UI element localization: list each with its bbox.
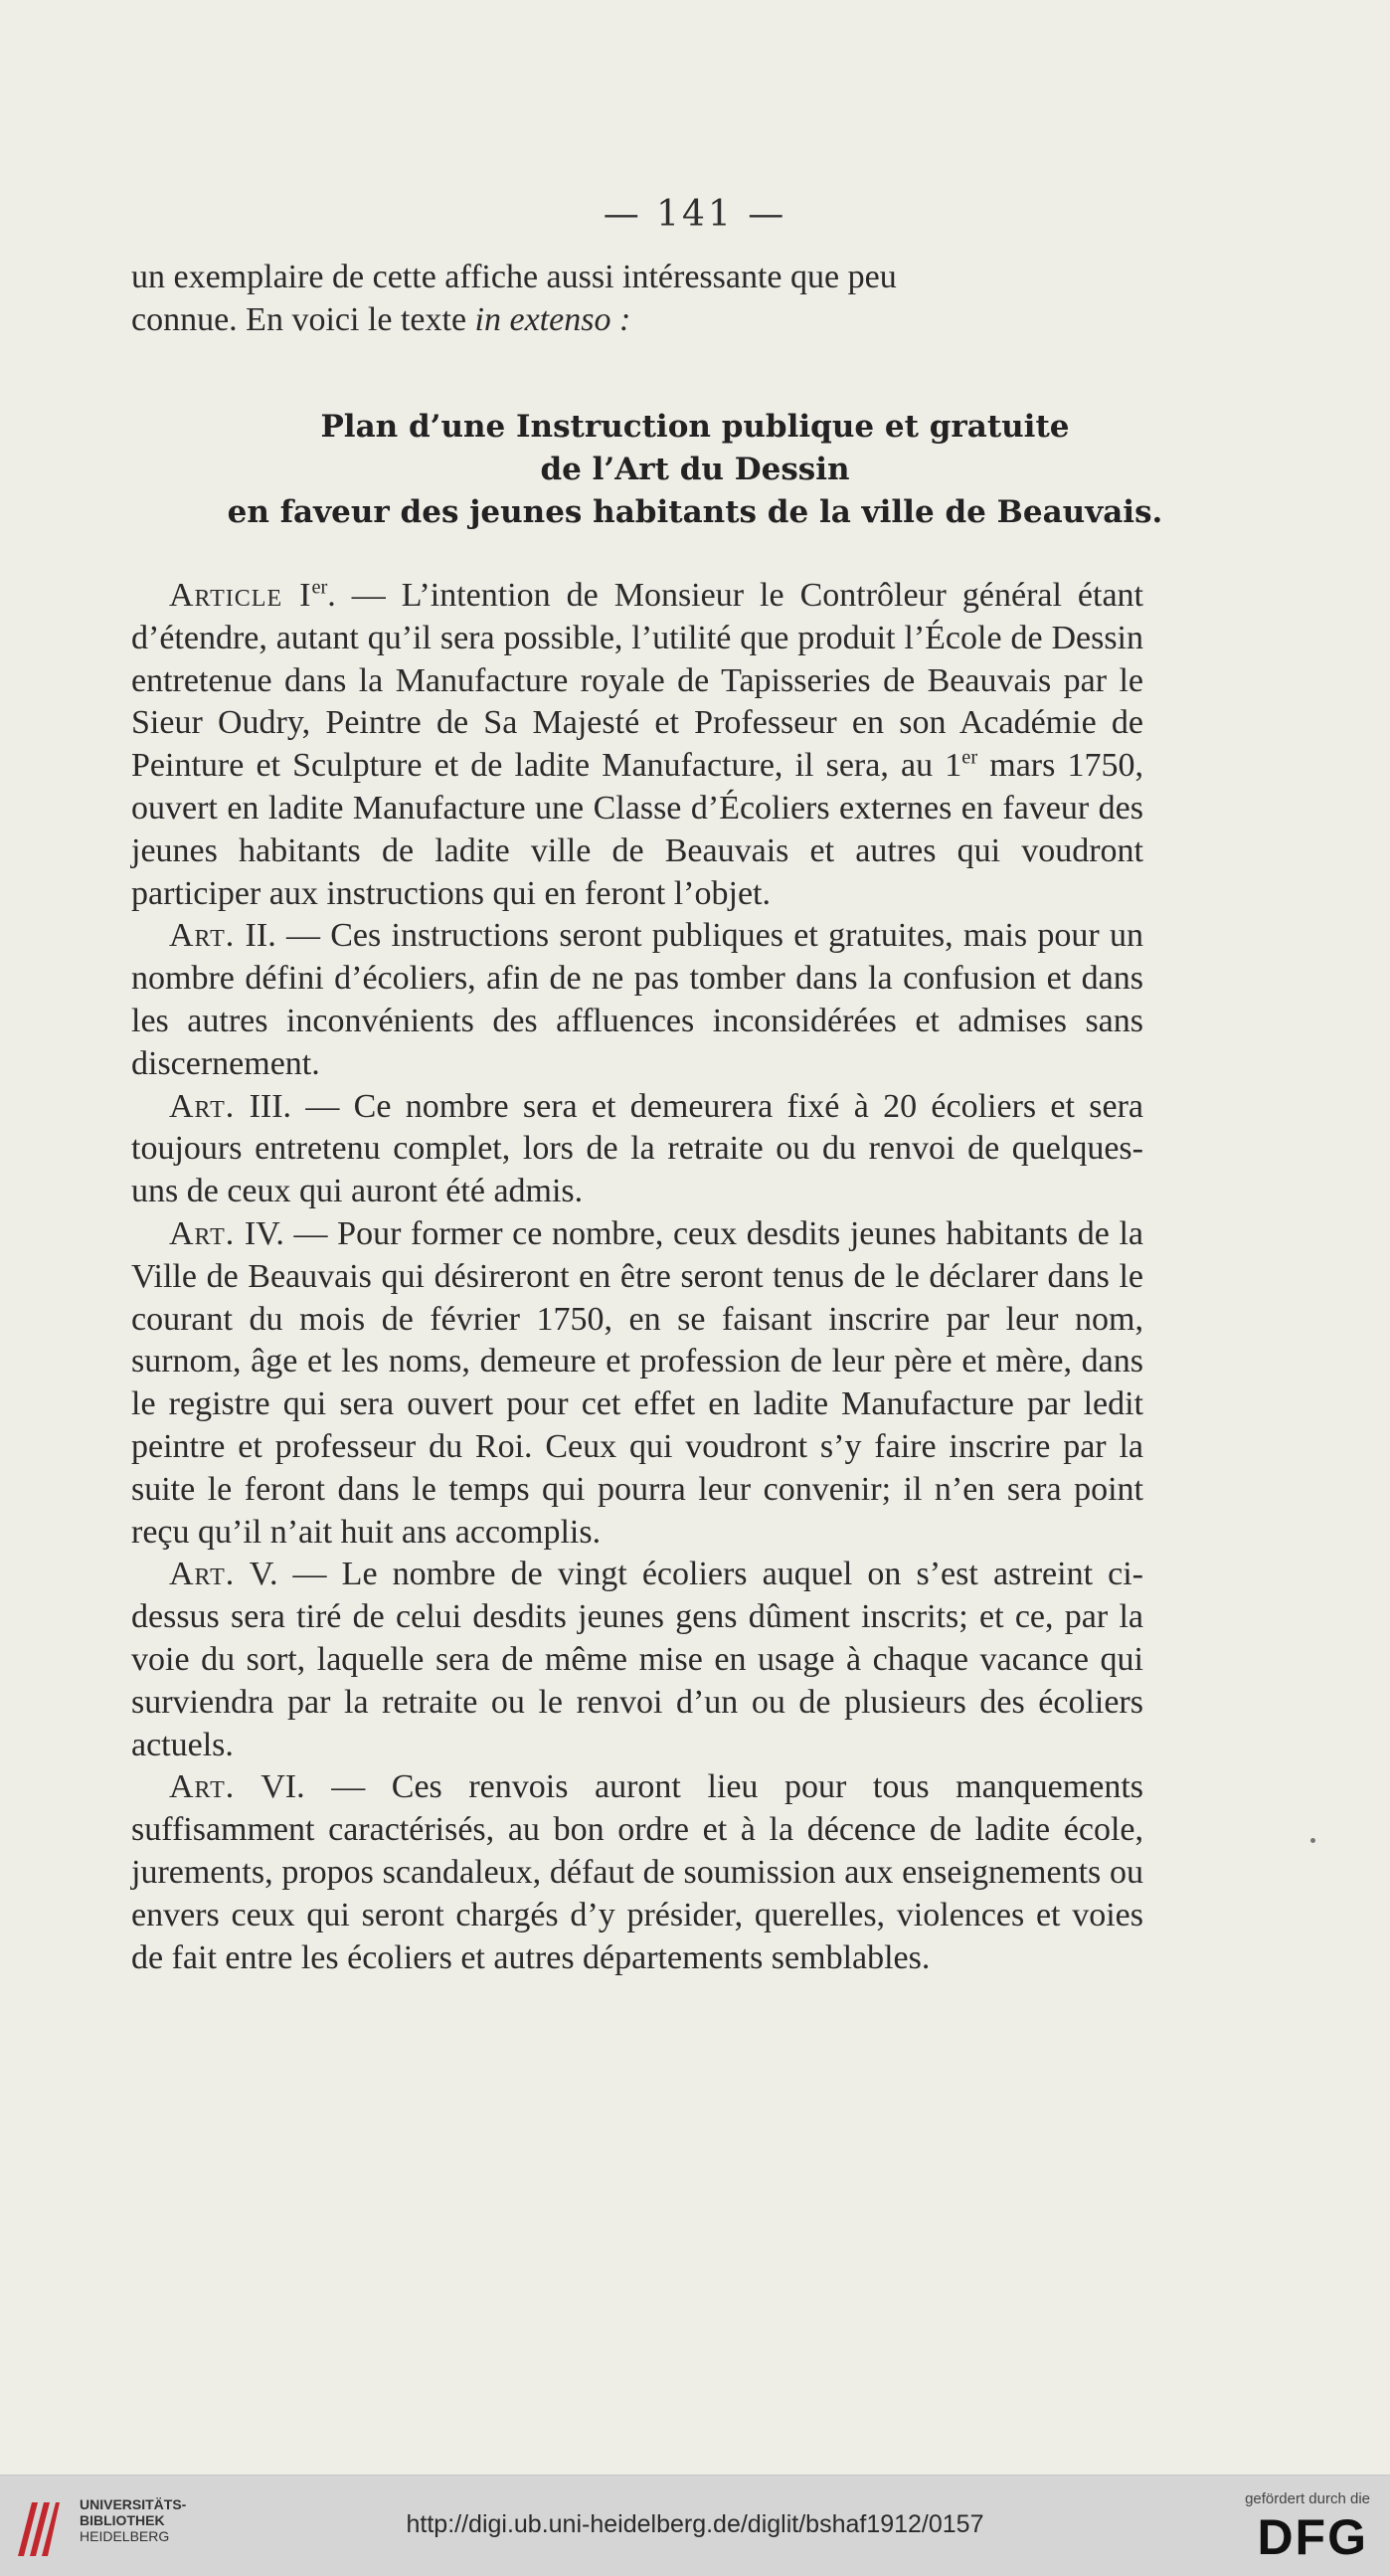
article-5-text: V. — Le nombre de vingt écoliers auquel on s’est astreint ci-dessus sera tiré de celui desdits jeunes gens dûment inscrits; et ce, par la voie du sort, laquelle sera de même mise en usage à chaque vacance qui surviendra par la retraite ou le renvoi d’un ou de plusieurs des écoliers actuels. (131, 1556, 1143, 1763)
article-5-label: Art. (169, 1556, 236, 1593)
page-number: — 141 — (603, 194, 787, 235)
intro-line-1: un exemplaire de cette affiche aussi intéressante que peu (131, 259, 897, 295)
article-6-text: VI. — Ces renvois auront lieu pour tous manquements suffisamment caractérisés, au bon ordre et à la décence de ladite école, jurements, propos scandaleux, défaut de soumission aux enseignements ou envers ceux qui seront chargés d’y présider, querelles, violences et voies de fait entre les écoliers et autres départements semblables. (131, 1768, 1143, 1976)
heading-line-1: Plan d’une Instruction publique et gratuite (320, 409, 1070, 445)
scan-speck (1310, 1838, 1315, 1843)
article-1-date-sup: er (961, 746, 978, 769)
article-2-label: Art. (169, 917, 236, 955)
heading-line-3: en faveur des jeunes habitants de la ville de Beauvais. (227, 494, 1163, 530)
intro-line-2 (131, 299, 1143, 342)
article-1-text: . — L’intention de Monsieur le Contrôleur général étant d’étendre, autant qu’il sera possible, l’utilité que produit l’École de Dessin entretenue dans la Manufacture royale de Tapisseries de Beauvais par le Sieur Oudry, Peintre de Sa Majesté et Professeur en son Académie de Peinture et Sculpture et de ladite Manufacture, il sera, au 1 (131, 577, 1143, 785)
intro-line-2-text: connue. En voici le texte (131, 300, 475, 338)
document-url-link[interactable]: http://digi.ub.uni-heidelberg.de/diglit/bshaf1912/0157 (406, 2510, 984, 2538)
intro-line-2-italic: in extenso : (474, 300, 631, 338)
article-3 (131, 1086, 1143, 1213)
uni-line-3: HEIDELBERG (80, 2528, 170, 2544)
article-4-label: Art. (169, 1214, 236, 1252)
article-5 (131, 1554, 1143, 1766)
article-1-label-sup: er (311, 576, 328, 599)
uni-line-1: UNIVERSITÄTS- (80, 2496, 187, 2512)
article-4 (131, 1213, 1143, 1554)
uni-line-2: BIBLIOTHEK (80, 2512, 165, 2528)
dfg-caption: gefördert durch die (1245, 2490, 1370, 2507)
article-2 (131, 915, 1143, 1085)
intro-paragraph (131, 257, 1143, 342)
article-1 (131, 575, 1143, 915)
article-2-text: II. — Ces instructions seront publiques et gratuites, mais pour un nombre défini d’écoliers, afin de ne pas tomber dans la confusion et dans les autres inconvénients des affluences inconsidérées et admises sans discernement. (131, 917, 1143, 1082)
article-3-label: Art. (169, 1087, 236, 1125)
article-3-text: III. — Ce nombre sera et demeurera fixé à 20 écoliers et sera toujours entretenu complet, lors de la retraite ou du renvoi de quelques-uns de ceux qui auront été admis. (131, 1087, 1143, 1210)
article-1-text-2: mars 1750, ouvert en ladite Manufacture une Classe d’Écoliers externes en faveur des jeunes habitants de ladite ville de Beauvais et autres qui voudront participer aux instructions qui en feront l’objet. (131, 747, 1144, 912)
document-heading (80, 406, 1310, 534)
article-6 (131, 1766, 1143, 1979)
dfg-logo: DFG (1257, 2509, 1368, 2565)
articles-body (131, 575, 1143, 1979)
article-4-text: IV. — Pour former ce nombre, ceux desdits jeunes habitants de la Ville de Beauvais qui désireront en être seront tenus de le déclarer dans le courant du mois de février 1750, en se faisant inscrire par leur nom, surnom, âge et les noms, demeure et profession de leur père et mère, dans le registre qui sera ouvert pour cet effet en ladite Manufacture par ledit peintre et professeur du Roi. Ceux qui voudront s’y faire inscrire par la suite le feront dans le temps qui pourra leur convenir; il n’en sera point reçu qu’il n’ait huit ans accomplis. (131, 1214, 1143, 1551)
article-6-label: Art. (169, 1768, 236, 1806)
heading-line-2: de l’Art du Dessin (540, 452, 850, 487)
article-1-label: Article I (169, 577, 312, 614)
